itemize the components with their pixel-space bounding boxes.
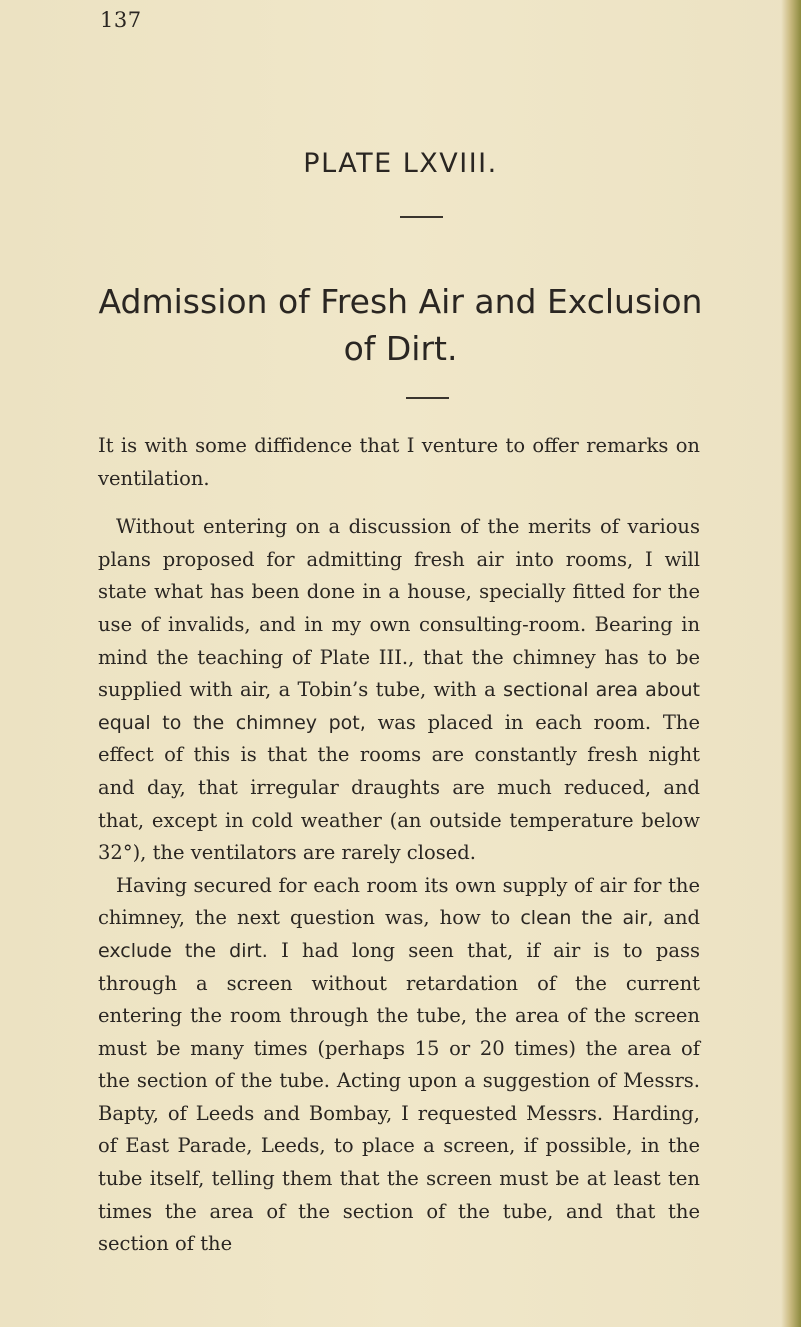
paragraph-2-text-c: was placed in each room. The effect of this is that the rooms are constantly fresh night and day, that irregular draughts are much reduced, and that, except in cold weather (an outside temperature below 32°), the ventilators are rarely closed. xyxy=(98,710,700,865)
paragraph-3-text-c: and xyxy=(663,906,700,930)
paragraph-3-emphasis-1: clean the air, xyxy=(520,907,654,930)
plate-title: PLATE LXVIII. xyxy=(303,148,498,179)
paragraph-3-text-e: I had long seen that, if air is to pass through a screen without retardation of the current entering the room through the tube, the area of the screen must be many times (perhaps 15 or 20 times) the area of the section of the tube. Acting upon a suggestion of Messrs. Bapty, of Leeds and Bombay, I requested Messrs. Harding, of East Parade, Leeds, to place a screen, if possible, in the tube itself, telling them that the screen must be at least ten times the area of the section of the tube, and that the section of the xyxy=(98,938,700,1256)
heading-line-2: of Dirt. xyxy=(343,329,458,368)
section-heading xyxy=(0,278,801,372)
body-text xyxy=(98,430,700,1261)
paragraph-3 xyxy=(98,870,700,1261)
paragraph-1: It is with some diffidence that I venture to offer remarks on ventilation. xyxy=(98,434,700,490)
divider-rule xyxy=(406,397,449,399)
paragraph-2-text-a: Without entering on a discussion of the merits of various plans proposed for admitting fresh air into rooms, I will state what has been done in a house, specially fitted for the use of invalids, and in my own consulting-room. Bearing in mind the teaching of Plate III., that the chimney has to be supplied with air, a Tobin’s tube, with a xyxy=(98,515,700,702)
paragraph-2 xyxy=(98,511,700,870)
page-edge-shadow xyxy=(781,0,801,1327)
divider-rule xyxy=(400,216,443,218)
heading-line-1: Admission of Fresh Air and Exclusion xyxy=(98,282,703,321)
paragraph-3-text-a: Having secured for each room its own supply of air for the chimney, the next question was, how to xyxy=(98,873,700,930)
paragraph-3-emphasis-2: exclude the dirt. xyxy=(98,939,268,962)
paragraph-2-emphasis: sectional area about equal to the chimney pot, xyxy=(98,679,701,734)
page-number: 137 xyxy=(100,8,142,32)
